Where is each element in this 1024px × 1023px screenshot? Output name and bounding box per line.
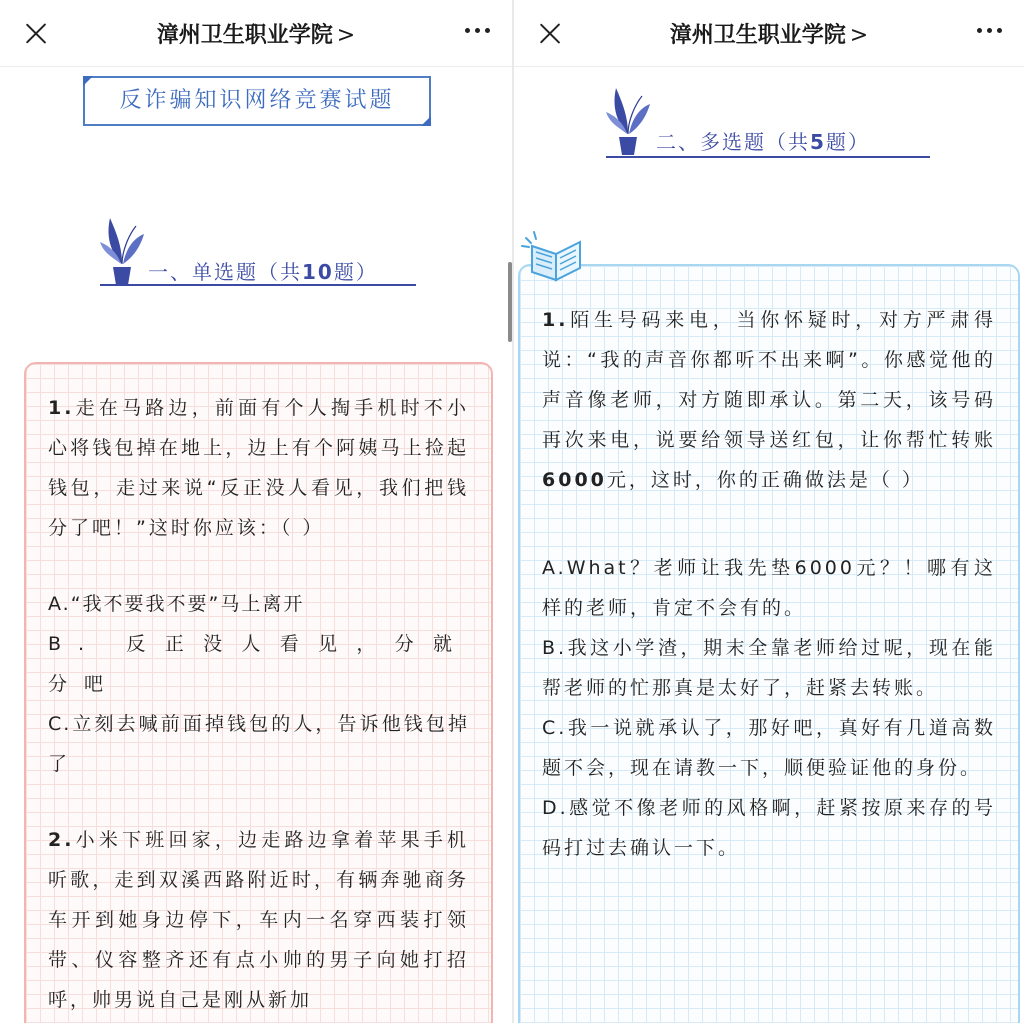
option-b: B.我这小学渣，期末全靠老师给过呢，现在能帮老师的忙那真是太好了，赶紧去转账。	[542, 637, 996, 699]
more-icon[interactable]	[465, 28, 490, 33]
account-title-link[interactable]	[0, 18, 512, 49]
option-d: D.感觉不像老师的风格啊，赶紧按原来存的号码打过去确认一下。	[542, 797, 996, 859]
more-icon[interactable]	[977, 28, 1002, 33]
top-bar	[0, 0, 512, 67]
question-1: 1.陌生号码来电，当你怀疑时，对方严肃得说：“我的声音你都听不出来啊”。你感觉他的声音像老师，对方随即承认。第二天，该号码再次来电，说要给领导送红包，让你帮忙转账6000元，这时，你的正确做法是（ ）	[542, 309, 996, 491]
chevron-right-icon: >	[336, 23, 356, 48]
right-article-pane[interactable]	[514, 0, 1024, 1023]
account-title: 漳州卫生职业学院	[156, 23, 333, 48]
question-1: 1.走在马路边，前面有个人掏手机时不小心将钱包掉在地上，边上有个阿姨马上捡起钱包，走过来说“反正没人看见，我们把钱分了吧！”这时你应该：（ ）	[48, 397, 469, 539]
top-bar	[514, 0, 1024, 67]
question-card	[24, 362, 493, 1023]
banner-title: 反诈骗知识网络竞赛试题	[119, 88, 395, 113]
option-a: A.“我不要我不要”马上离开	[48, 593, 305, 615]
option-a: A.What？老师让我先垫6000元？！哪有这样的老师，肯定不会有的。	[542, 557, 996, 619]
plant-icon	[606, 82, 652, 156]
option-c: C.我一说就承认了，那好吧，真好有几道高数题不会，现在请教一下，顺便验证他的身份。	[542, 717, 996, 779]
section-header-single-choice	[100, 212, 420, 292]
banner-corner-decoration	[83, 76, 93, 86]
section-underline	[606, 156, 930, 158]
section-title: 二、多选题（共5题）	[656, 130, 870, 154]
section-title: 一、单选题（共10题）	[148, 260, 378, 284]
plant-icon	[100, 212, 146, 286]
banner-corner-decoration	[421, 116, 431, 126]
question-2: 2.小米下班回家，边走路边拿着苹果手机听歌，走到双溪西路附近时，有辆奔驰商务车开到她身边停下，车内一名穿西装打领带、仪容整齐还有点小帅的男子向她打招呼，帅男说自己是刚从新加	[48, 829, 469, 1011]
book-icon	[518, 228, 594, 284]
account-title: 漳州卫生职业学院	[669, 23, 846, 48]
question-card	[518, 264, 1020, 1023]
option-c: C.立刻去喊前面掉钱包的人，告诉他钱包掉了	[48, 713, 469, 775]
account-title-link[interactable]	[514, 18, 1024, 49]
section-header-multi-choice	[606, 82, 936, 162]
quiz-banner	[83, 76, 431, 126]
option-b: B. 反正没人看见，分就分吧	[48, 633, 469, 695]
chevron-right-icon: >	[849, 23, 869, 48]
section-underline	[100, 284, 416, 286]
